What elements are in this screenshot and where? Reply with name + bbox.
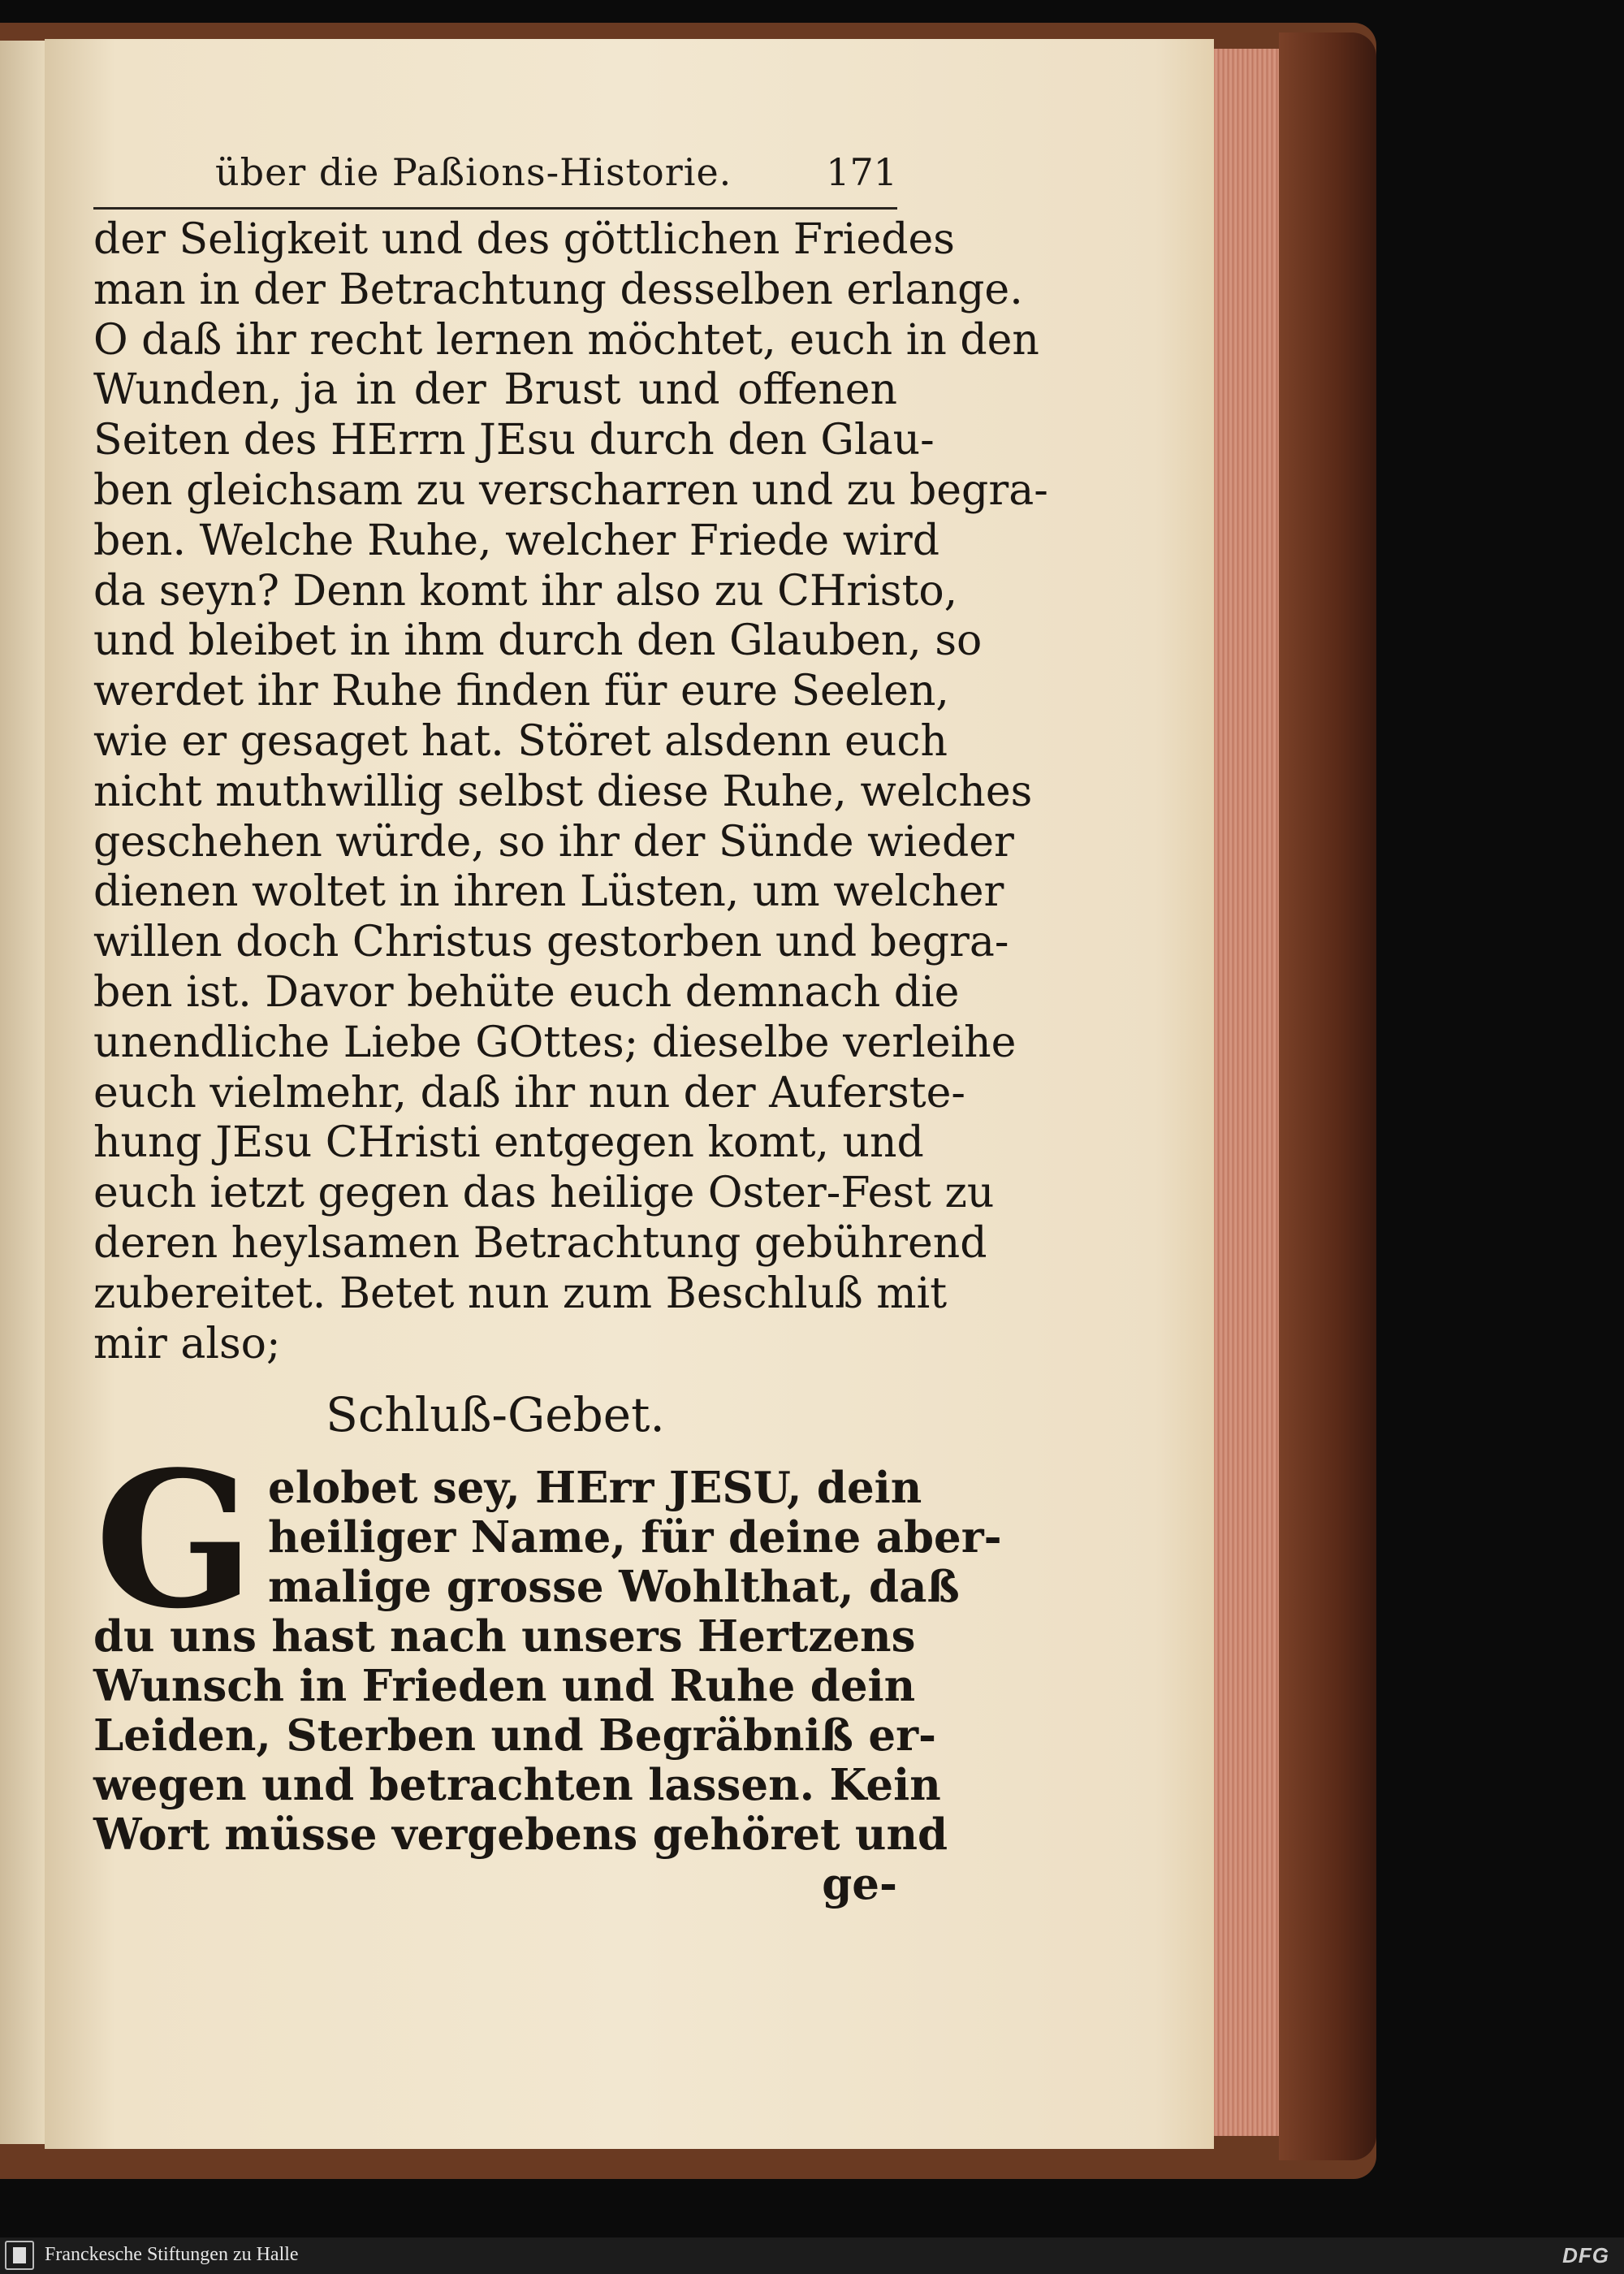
text-line: zubereitet. Betet nun zum Beschluß mit — [93, 1269, 948, 1318]
prayer-line: elobet sey, HErr JESU, dein — [268, 1463, 922, 1514]
viewer-footer — [0, 2237, 1624, 2274]
text-block — [93, 215, 1048, 1910]
text-line: mir also; — [93, 1319, 281, 1368]
text-line: O daß ihr recht lernen möchtet, euch in den — [93, 315, 1039, 365]
text-line: geschehen würde, so ihr der Sünde wieder — [93, 817, 1014, 867]
prayer-line: Wunsch in Frieden und Ruhe dein — [93, 1661, 916, 1712]
page-fore-edge — [1214, 49, 1279, 2136]
drop-cap-initial: G — [94, 1431, 255, 1651]
text-line: ben. Welche Ruhe, welcher Friede wird — [93, 516, 940, 565]
section-heading: Schluß-Gebet. — [326, 1387, 665, 1443]
institution-name: Franckesche Stiftungen zu Halle — [45, 2244, 299, 2265]
prayer-line: du uns hast nach unsers Hertzens — [93, 1611, 916, 1662]
institution-logo-icon — [5, 2241, 34, 2270]
page-number: 171 — [826, 150, 897, 194]
prayer-line: heiliger Name, für deine aber- — [268, 1512, 1002, 1563]
running-head-title: über die Paßions-Historie. — [215, 150, 732, 194]
text-line: da seyn? Denn komt ihr also zu CHristo, — [93, 566, 958, 616]
text-line: der Seligkeit und des göttlichen Friedes — [93, 215, 955, 264]
text-line: euch ietzt gegen das heilige Oster-Fest zu — [93, 1169, 995, 1218]
text-line: Seiten des HErrn JEsu durch den Glau- — [93, 416, 935, 465]
text-line: Wunden, ja in der Brust und offenen — [93, 365, 897, 415]
text-line: hung JEsu CHristi entgegen komt, und — [93, 1118, 924, 1168]
text-line: nicht muthwillig selbst diese Ruhe, welches — [93, 767, 1033, 816]
text-line: man in der Betrachtung desselben erlange. — [93, 265, 1023, 314]
text-line: ben gleichsam zu verscharren und zu begra- — [93, 465, 1048, 515]
body-text — [93, 215, 1048, 1369]
running-head — [93, 142, 897, 210]
text-line: deren heylsamen Betrachtung gebührend — [93, 1218, 987, 1268]
text-line: und bleibet in ihm durch den Glauben, so — [93, 616, 983, 666]
prayer-line: Wort müsse vergebens gehöret und — [93, 1809, 948, 1861]
text-line: euch vielmehr, daß ihr nun der Auferste- — [93, 1068, 965, 1118]
text-line: unendliche Liebe GOttes; dieselbe verleihe — [93, 1018, 1017, 1067]
text-line: ben ist. Davor behüte euch demnach die — [93, 967, 960, 1017]
book-cover-edge — [1279, 32, 1376, 2160]
text-line: dienen woltet in ihren Lüsten, um welcher — [93, 867, 1004, 917]
catchword: ge- — [822, 1859, 897, 1910]
prayer-line: wegen und betrachten lassen. Kein — [93, 1760, 941, 1811]
prayer-line: malige grosse Wohlthat, daß — [268, 1562, 960, 1613]
prayer-line: Leiden, Sterben und Begräbniß er- — [93, 1710, 937, 1762]
facing-page-edge — [0, 41, 45, 2144]
dfg-logo: DFG — [1562, 2243, 1609, 2268]
text-line: willen doch Christus gestorben und begra- — [93, 918, 1009, 967]
text-line: wie er gesaget hat. Störet alsdenn euch — [93, 716, 948, 766]
text-line: werdet ihr Ruhe finden für eure Seelen, — [93, 667, 949, 716]
prayer-text — [93, 1431, 1002, 1910]
